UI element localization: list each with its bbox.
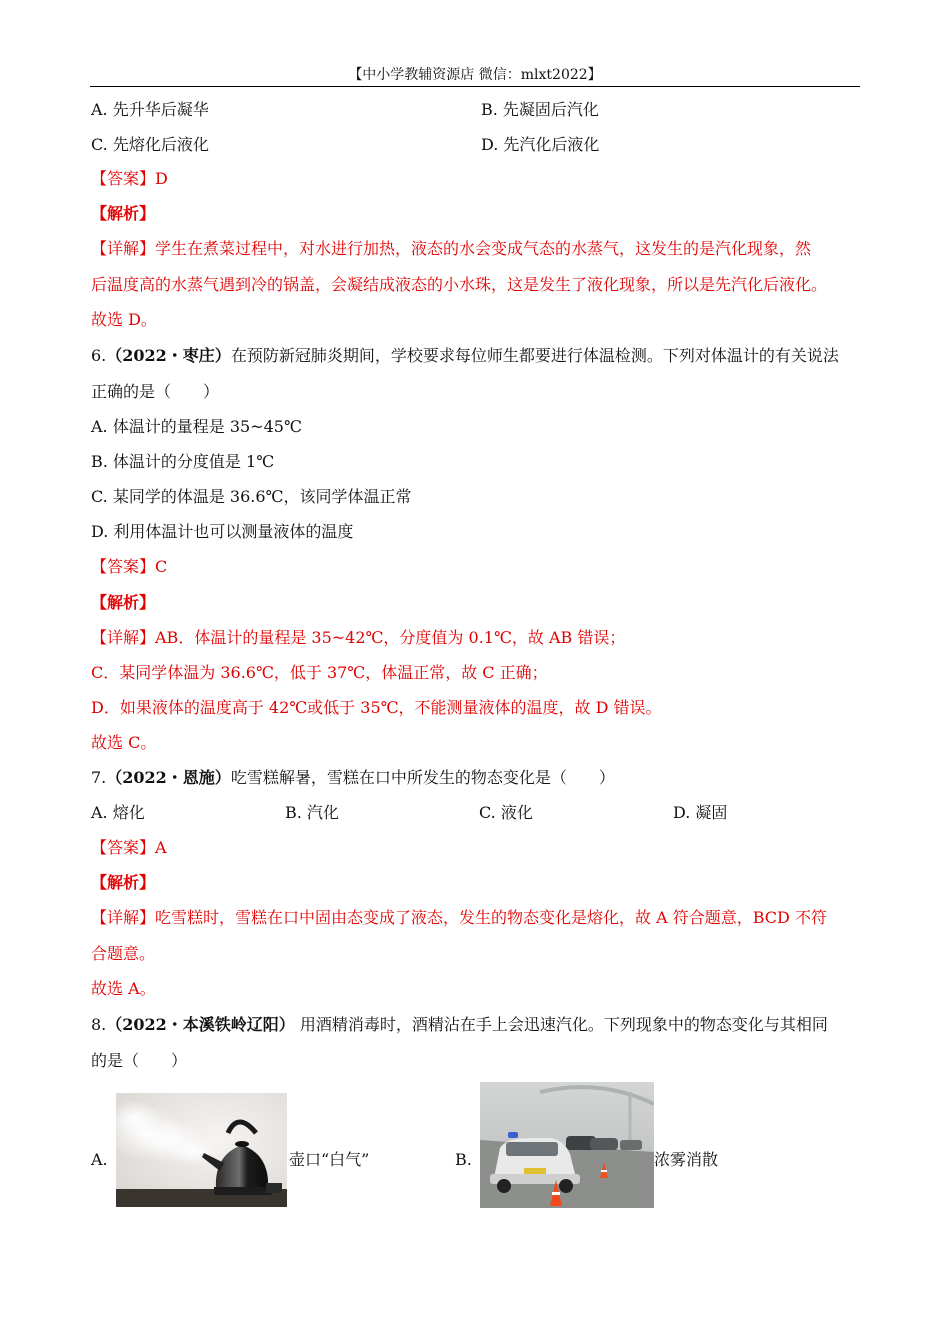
q5-detail-line-3: 故选 D。 (91, 310, 157, 329)
q6-source: （2022・枣庄） (106, 346, 231, 365)
q5-option-b: B. 先凝固后汽化 (481, 100, 599, 119)
q8-stem-line-2: 的是（ ） (91, 1051, 188, 1070)
q6-detail-line-1: 【详解】AB．体温计的量程是 35~42℃，分度值为 0.1℃，故 AB 错误； (91, 628, 626, 647)
q7-stem-text: 吃雪糕解暑，雪糕在口中所发生的物态变化是（ ） (230, 768, 615, 787)
q5-detail-line-2: 后温度高的水蒸气遇到冷的锅盖，会凝结成液态的小水珠，这是发生了液化现象，所以是先汽化后液化。 (91, 275, 828, 294)
q7-option-b: B. 汽化 (285, 803, 339, 822)
q7-option-a: A. 熔化 (91, 803, 145, 822)
q6-option-b: B. 体温计的分度值是 1℃ (91, 452, 275, 471)
q5-analysis-label: 【解析】 (91, 204, 156, 223)
q7-detail-line-3: 故选 A。 (91, 979, 156, 998)
q7-source: （2022・恩施） (106, 768, 231, 787)
q8-option-a-letter: A. (91, 1150, 108, 1169)
fog-road-image (480, 1082, 654, 1208)
q5-detail-line-1: 【详解】学生在煮菜过程中，对水进行加热，液态的水会变成气态的水蒸气，这发生的是汽化现象，然 (91, 239, 812, 258)
q7-option-d: D. 凝固 (673, 803, 728, 822)
q5-option-a: A. 先升华后凝华 (91, 100, 209, 119)
q8-number: 8. (91, 1015, 107, 1034)
kettle-steam-image (116, 1093, 287, 1207)
q8-stem-line-1 (91, 1015, 828, 1035)
q6-stem-line-2: 正确的是（ ） (91, 382, 220, 401)
q6-detail-line-4: 故选 C。 (91, 733, 157, 752)
q8-stem-text: 用酒精消毒时，酒精沾在手上会迅速汽化。下列现象中的物态变化与其相同 (294, 1015, 828, 1034)
q7-analysis-label: 【解析】 (91, 873, 156, 892)
q6-option-a: A. 体温计的量程是 35~45℃ (91, 417, 302, 436)
q5-option-c: C. 先熔化后液化 (91, 135, 209, 154)
q6-number: 6. (91, 346, 107, 365)
q6-stem-line-1 (91, 346, 839, 366)
q6-answer: 【答案】C (91, 557, 168, 576)
q6-option-d: D. 利用体温计也可以测量液体的温度 (91, 522, 354, 541)
q7-stem (91, 768, 615, 788)
q7-answer: 【答案】A (91, 838, 167, 857)
q8-source: （2022・本溪铁岭辽阳） (106, 1015, 295, 1034)
q6-detail-line-2: C．某同学体温为 36.6℃，低于 37℃，体温正常，故 C 正确； (91, 663, 548, 682)
q8-option-a-caption: 壶口“白气” (289, 1150, 370, 1169)
q5-answer: 【答案】D (91, 169, 168, 188)
q8-option-b-caption: 浓雾消散 (654, 1150, 719, 1169)
q6-detail-line-3: D．如果液体的温度高于 42℃或低于 35℃，不能测量液体的温度，故 D 错误。 (91, 698, 662, 717)
q6-option-c: C. 某同学的体温是 36.6℃，该同学体温正常 (91, 487, 412, 506)
q6-analysis-label: 【解析】 (91, 593, 156, 612)
q7-detail-line-2: 合题意。 (91, 944, 156, 963)
page-header: 【中小学教辅资源店 微信：mlxt2022】 (348, 67, 602, 83)
q7-number: 7. (91, 768, 107, 787)
q7-option-c: C. 液化 (479, 803, 533, 822)
q6-stem-text: 在预防新冠肺炎期间，学校要求每位师生都要进行体温检测。下列对体温计的有关说法 (230, 346, 839, 365)
header-divider (90, 86, 860, 87)
q7-detail-line-1: 【详解】吃雪糕时，雪糕在口中固由态变成了液态，发生的物态变化是熔化，故 A 符合题意，BCD 不符 (91, 908, 827, 927)
q8-option-b-letter: B. (455, 1150, 472, 1169)
q5-option-d: D. 先汽化后液化 (481, 135, 600, 154)
